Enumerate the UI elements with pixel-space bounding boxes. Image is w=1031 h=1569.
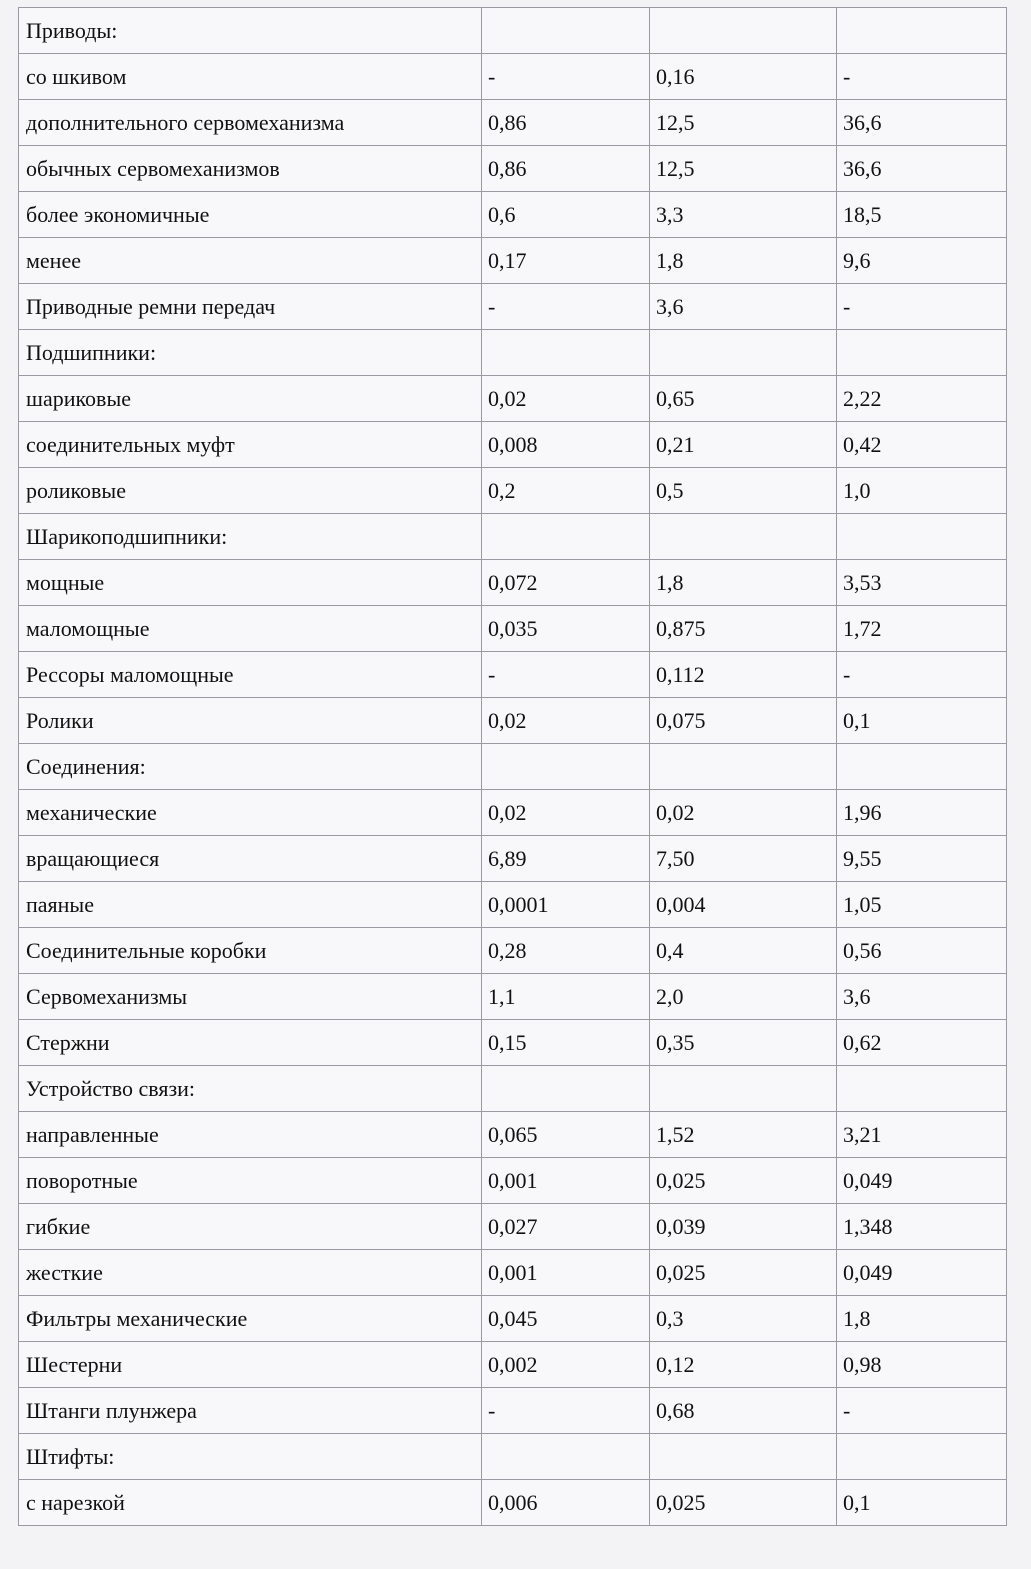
min-value-cell: 0,17 <box>482 238 650 284</box>
mid-value-cell: 0,3 <box>650 1296 837 1342</box>
max-value-cell <box>837 514 1007 560</box>
mid-value-cell: 7,50 <box>650 836 837 882</box>
min-value-cell: - <box>482 652 650 698</box>
name-cell: Соединительные коробки <box>19 928 482 974</box>
table-row <box>19 836 1007 882</box>
min-value-cell: 0,0001 <box>482 882 650 928</box>
min-value-cell: 0,008 <box>482 422 650 468</box>
table-row <box>19 422 1007 468</box>
name-cell: мощные <box>19 560 482 606</box>
table-row <box>19 1296 1007 1342</box>
name-cell: маломощные <box>19 606 482 652</box>
min-value-cell <box>482 1066 650 1112</box>
min-value-cell: 0,072 <box>482 560 650 606</box>
name-cell: со шкивом <box>19 54 482 100</box>
table-row <box>19 100 1007 146</box>
name-cell: гибкие <box>19 1204 482 1250</box>
name-cell: менее <box>19 238 482 284</box>
table-row <box>19 468 1007 514</box>
table-row <box>19 330 1007 376</box>
mid-value-cell: 0,112 <box>650 652 837 698</box>
name-cell: соединительных муфт <box>19 422 482 468</box>
name-cell: Фильтры механические <box>19 1296 482 1342</box>
name-cell: направленные <box>19 1112 482 1158</box>
mid-value-cell: 0,21 <box>650 422 837 468</box>
max-value-cell <box>837 1066 1007 1112</box>
min-value-cell: 0,001 <box>482 1250 650 1296</box>
max-value-cell: 18,5 <box>837 192 1007 238</box>
name-cell: шариковые <box>19 376 482 422</box>
min-value-cell: - <box>482 1388 650 1434</box>
max-value-cell: 0,1 <box>837 1480 1007 1526</box>
table-row <box>19 1020 1007 1066</box>
min-value-cell: 0,035 <box>482 606 650 652</box>
max-value-cell: 36,6 <box>837 100 1007 146</box>
mid-value-cell <box>650 1434 837 1480</box>
max-value-cell: 0,98 <box>837 1342 1007 1388</box>
name-cell: Шестерни <box>19 1342 482 1388</box>
table-row <box>19 1158 1007 1204</box>
table-row <box>19 1342 1007 1388</box>
mid-value-cell: 1,52 <box>650 1112 837 1158</box>
table-row <box>19 560 1007 606</box>
name-cell: Приводные ремни передач <box>19 284 482 330</box>
max-value-cell: - <box>837 54 1007 100</box>
table-row <box>19 514 1007 560</box>
mid-value-cell: 0,039 <box>650 1204 837 1250</box>
min-value-cell: 0,86 <box>482 146 650 192</box>
min-value-cell: 0,86 <box>482 100 650 146</box>
mid-value-cell: 0,16 <box>650 54 837 100</box>
max-value-cell: 1,348 <box>837 1204 1007 1250</box>
mid-value-cell: 3,6 <box>650 284 837 330</box>
min-value-cell <box>482 514 650 560</box>
name-cell: жесткие <box>19 1250 482 1296</box>
name-cell: обычных сервомеханизмов <box>19 146 482 192</box>
min-value-cell: 1,1 <box>482 974 650 1020</box>
mid-value-cell: 0,65 <box>650 376 837 422</box>
min-value-cell: - <box>482 54 650 100</box>
min-value-cell <box>482 744 650 790</box>
mid-value-cell: 0,5 <box>650 468 837 514</box>
max-value-cell <box>837 744 1007 790</box>
mid-value-cell: 0,4 <box>650 928 837 974</box>
table-row <box>19 1066 1007 1112</box>
max-value-cell: 0,049 <box>837 1250 1007 1296</box>
min-value-cell <box>482 330 650 376</box>
mid-value-cell <box>650 1066 837 1112</box>
min-value-cell: 0,02 <box>482 376 650 422</box>
mid-value-cell <box>650 744 837 790</box>
name-cell: паяные <box>19 882 482 928</box>
table-row <box>19 146 1007 192</box>
table-row <box>19 284 1007 330</box>
table-row <box>19 238 1007 284</box>
min-value-cell: 0,006 <box>482 1480 650 1526</box>
max-value-cell: - <box>837 284 1007 330</box>
table-row <box>19 1250 1007 1296</box>
max-value-cell: 3,6 <box>837 974 1007 1020</box>
min-value-cell: 0,027 <box>482 1204 650 1250</box>
table-row <box>19 882 1007 928</box>
mid-value-cell: 0,004 <box>650 882 837 928</box>
table-row <box>19 1480 1007 1526</box>
max-value-cell: 0,56 <box>837 928 1007 974</box>
table-row <box>19 192 1007 238</box>
mid-value-cell: 1,8 <box>650 238 837 284</box>
mid-value-cell: 0,025 <box>650 1158 837 1204</box>
name-cell: Стержни <box>19 1020 482 1066</box>
max-value-cell: 36,6 <box>837 146 1007 192</box>
max-value-cell: 1,96 <box>837 790 1007 836</box>
max-value-cell: 1,8 <box>837 1296 1007 1342</box>
table-row <box>19 744 1007 790</box>
min-value-cell: 0,02 <box>482 698 650 744</box>
max-value-cell: 9,55 <box>837 836 1007 882</box>
min-value-cell: 0,002 <box>482 1342 650 1388</box>
name-cell: Приводы: <box>19 8 482 54</box>
table-row <box>19 1204 1007 1250</box>
max-value-cell: 3,53 <box>837 560 1007 606</box>
mid-value-cell: 0,35 <box>650 1020 837 1066</box>
mid-value-cell: 0,025 <box>650 1250 837 1296</box>
min-value-cell: 0,15 <box>482 1020 650 1066</box>
table-row <box>19 974 1007 1020</box>
mid-value-cell: 2,0 <box>650 974 837 1020</box>
name-cell: механические <box>19 790 482 836</box>
min-value-cell: 0,065 <box>482 1112 650 1158</box>
name-cell: Сервомеханизмы <box>19 974 482 1020</box>
name-cell: Соединения: <box>19 744 482 790</box>
failure-rate-table <box>18 7 1007 1526</box>
min-value-cell: 0,02 <box>482 790 650 836</box>
max-value-cell: - <box>837 1388 1007 1434</box>
max-value-cell <box>837 8 1007 54</box>
mid-value-cell: 0,12 <box>650 1342 837 1388</box>
min-value-cell: 0,6 <box>482 192 650 238</box>
max-value-cell: 3,21 <box>837 1112 1007 1158</box>
mid-value-cell: 3,3 <box>650 192 837 238</box>
min-value-cell <box>482 8 650 54</box>
max-value-cell: 9,6 <box>837 238 1007 284</box>
min-value-cell: - <box>482 284 650 330</box>
table-row <box>19 698 1007 744</box>
max-value-cell: 1,05 <box>837 882 1007 928</box>
mid-value-cell: 0,68 <box>650 1388 837 1434</box>
min-value-cell <box>482 1434 650 1480</box>
mid-value-cell <box>650 514 837 560</box>
mid-value-cell: 0,875 <box>650 606 837 652</box>
name-cell: роликовые <box>19 468 482 514</box>
table-row <box>19 1388 1007 1434</box>
mid-value-cell <box>650 8 837 54</box>
name-cell: с нарезкой <box>19 1480 482 1526</box>
name-cell: более экономичные <box>19 192 482 238</box>
mid-value-cell <box>650 330 837 376</box>
table-row <box>19 8 1007 54</box>
name-cell: Подшипники: <box>19 330 482 376</box>
table-row <box>19 606 1007 652</box>
name-cell: Штанги плунжера <box>19 1388 482 1434</box>
table-row <box>19 1434 1007 1480</box>
max-value-cell: 0,1 <box>837 698 1007 744</box>
table-row <box>19 652 1007 698</box>
name-cell: поворотные <box>19 1158 482 1204</box>
name-cell: Устройство связи: <box>19 1066 482 1112</box>
min-value-cell: 0,045 <box>482 1296 650 1342</box>
max-value-cell <box>837 1434 1007 1480</box>
name-cell: Шарикоподшипники: <box>19 514 482 560</box>
max-value-cell: 2,22 <box>837 376 1007 422</box>
name-cell: Ролики <box>19 698 482 744</box>
min-value-cell: 0,2 <box>482 468 650 514</box>
mid-value-cell: 1,8 <box>650 560 837 606</box>
max-value-cell: 0,62 <box>837 1020 1007 1066</box>
mid-value-cell: 0,075 <box>650 698 837 744</box>
min-value-cell: 0,001 <box>482 1158 650 1204</box>
table-row <box>19 54 1007 100</box>
name-cell: дополнительного сервомеханизма <box>19 100 482 146</box>
max-value-cell: 0,049 <box>837 1158 1007 1204</box>
mid-value-cell: 0,025 <box>650 1480 837 1526</box>
mid-value-cell: 12,5 <box>650 100 837 146</box>
table-row <box>19 376 1007 422</box>
table-row <box>19 790 1007 836</box>
min-value-cell: 6,89 <box>482 836 650 882</box>
max-value-cell: 1,0 <box>837 468 1007 514</box>
min-value-cell: 0,28 <box>482 928 650 974</box>
mid-value-cell: 12,5 <box>650 146 837 192</box>
table-row <box>19 928 1007 974</box>
name-cell: Рессоры маломощные <box>19 652 482 698</box>
max-value-cell <box>837 330 1007 376</box>
max-value-cell: - <box>837 652 1007 698</box>
table-row <box>19 1112 1007 1158</box>
mid-value-cell: 0,02 <box>650 790 837 836</box>
name-cell: вращающиеся <box>19 836 482 882</box>
max-value-cell: 1,72 <box>837 606 1007 652</box>
max-value-cell: 0,42 <box>837 422 1007 468</box>
name-cell: Штифты: <box>19 1434 482 1480</box>
table-body <box>19 8 1007 1526</box>
